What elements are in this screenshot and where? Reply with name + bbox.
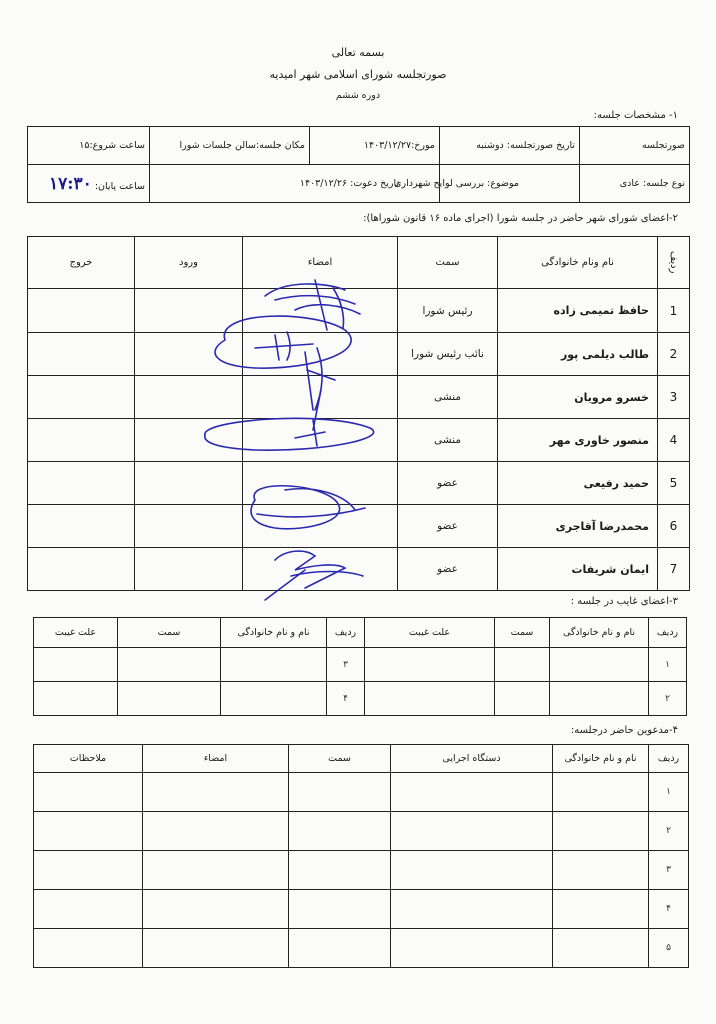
member-name: محمدرضا آقاجری — [498, 505, 658, 548]
col-row-number: ردیف — [649, 618, 687, 648]
col-exit: خروج — [28, 237, 135, 289]
table-row — [34, 890, 689, 929]
table-row — [34, 929, 689, 968]
session-subject: موضوع: بررسی لوایح شهرداری — [440, 165, 580, 203]
end-time-label: ساعت پایان: — [94, 180, 145, 192]
col-position-2: سمت — [118, 618, 221, 648]
exit-cell — [28, 289, 135, 333]
session-label: صورتجلسه — [580, 127, 690, 165]
signature-2 — [215, 316, 351, 368]
signature-6 — [265, 551, 363, 600]
header-term: دوره ششم — [335, 90, 381, 101]
signature-5 — [251, 486, 365, 529]
col-row-number: ردیف — [649, 745, 689, 773]
exit-cell — [28, 505, 135, 548]
end-time-handwritten: ۱۷:۳۰ — [49, 173, 92, 194]
signature-3 — [305, 348, 335, 430]
row-number: ۵ — [649, 929, 689, 968]
table-row — [34, 851, 689, 890]
header-title: صورتجلسه شورای اسلامی شهر امیدیه — [269, 68, 447, 81]
session-location: مکان جلسه:سالن جلسات شورا — [150, 127, 310, 165]
session-day: تاریخ صورتجلسه: دوشنبه — [440, 127, 580, 165]
table-row — [34, 648, 687, 682]
row-number: ۱ — [649, 648, 687, 682]
col-row-number-2: ردیف — [327, 618, 365, 648]
col-row-number: ردیف — [658, 237, 690, 289]
col-position: سمت — [495, 618, 550, 648]
session-end-time — [28, 165, 150, 203]
col-absence-reason: علت غیبت — [365, 618, 495, 648]
row-number: ۳ — [649, 851, 689, 890]
exit-cell — [28, 462, 135, 505]
member-name: خسرو مرویان — [498, 376, 658, 419]
exit-cell — [28, 419, 135, 462]
row-number: ۴ — [649, 890, 689, 929]
member-name: حافظ تمیمی زاده — [498, 289, 658, 333]
col-full-name: نام و نام خانوادگی — [550, 618, 649, 648]
invitation-date: تاریخ دعوت: ۱۴۰۳/۱۲/۲۶ — [150, 165, 440, 203]
invitees-table — [33, 744, 689, 968]
row-number: 7 — [658, 548, 690, 591]
section3-title: ۳-اعضای غایب در جلسه : — [570, 596, 678, 607]
session-start-time: ساعت شروع:۱۵ — [28, 127, 150, 165]
col-full-name: نام ونام خانوادگی — [498, 237, 658, 289]
member-role: منشی — [398, 419, 498, 462]
col-notes: ملاحظات — [34, 745, 143, 773]
table-row — [34, 682, 687, 716]
signatures-drawing — [195, 270, 385, 610]
member-role: منشی — [398, 376, 498, 419]
table-row — [34, 773, 689, 812]
row-number: ۲ — [649, 812, 689, 851]
row-number: ۱ — [649, 773, 689, 812]
member-role: نائب رئیس شورا — [398, 333, 498, 376]
member-name: منصور خاوری مهر — [498, 419, 658, 462]
table-row — [34, 812, 689, 851]
signature-1 — [265, 280, 360, 330]
session-date: مورخ:۱۴۰۳/۱۲/۲۷ — [310, 127, 440, 165]
section2-title: ۲-اعضای شورای شهر حاضر در جلسه شورا (اجرای ماده ۱۶ قانون شوراها): — [363, 213, 678, 224]
exit-cell — [28, 376, 135, 419]
row-number: 6 — [658, 505, 690, 548]
signature-4 — [205, 418, 374, 450]
row-number: 1 — [658, 289, 690, 333]
col-agency: دستگاه اجرایی — [391, 745, 553, 773]
section4-title: ۴-مدعوین حاضر درجلسه: — [570, 725, 678, 736]
member-name: طالب دیلمی پور — [498, 333, 658, 376]
col-signature: امضاء — [243, 237, 398, 289]
member-name: ایمان شریفات — [498, 548, 658, 591]
col-full-name: نام و نام خانوادگی — [553, 745, 649, 773]
exit-cell — [28, 333, 135, 376]
col-position: سمت — [289, 745, 391, 773]
member-role: رئیس شورا — [398, 289, 498, 333]
member-role: عضو — [398, 462, 498, 505]
row-number-2: ۳ — [327, 648, 365, 682]
member-role: عضو — [398, 548, 498, 591]
row-number: 3 — [658, 376, 690, 419]
row-number: 5 — [658, 462, 690, 505]
col-signature: امضاء — [143, 745, 289, 773]
session-type: نوع جلسه: عادی — [580, 165, 690, 203]
row-number: 2 — [658, 333, 690, 376]
session-info-table — [27, 126, 690, 203]
member-role: عضو — [398, 505, 498, 548]
exit-cell — [28, 548, 135, 591]
row-number: ۲ — [649, 682, 687, 716]
col-full-name-2: نام و نام خانوادگی — [221, 618, 327, 648]
section1-title: ۱- مشخصات جلسه: — [593, 110, 678, 121]
col-position: سمت — [398, 237, 498, 289]
row-number-2: ۴ — [327, 682, 365, 716]
col-absence-reason-2: علت غیبت — [34, 618, 118, 648]
col-entry: ورود — [135, 237, 243, 289]
row-number: 4 — [658, 419, 690, 462]
member-name: حمید رفیعی — [498, 462, 658, 505]
absent-members-table — [33, 617, 687, 716]
header-bismillah: بسمه تعالی — [331, 46, 385, 59]
